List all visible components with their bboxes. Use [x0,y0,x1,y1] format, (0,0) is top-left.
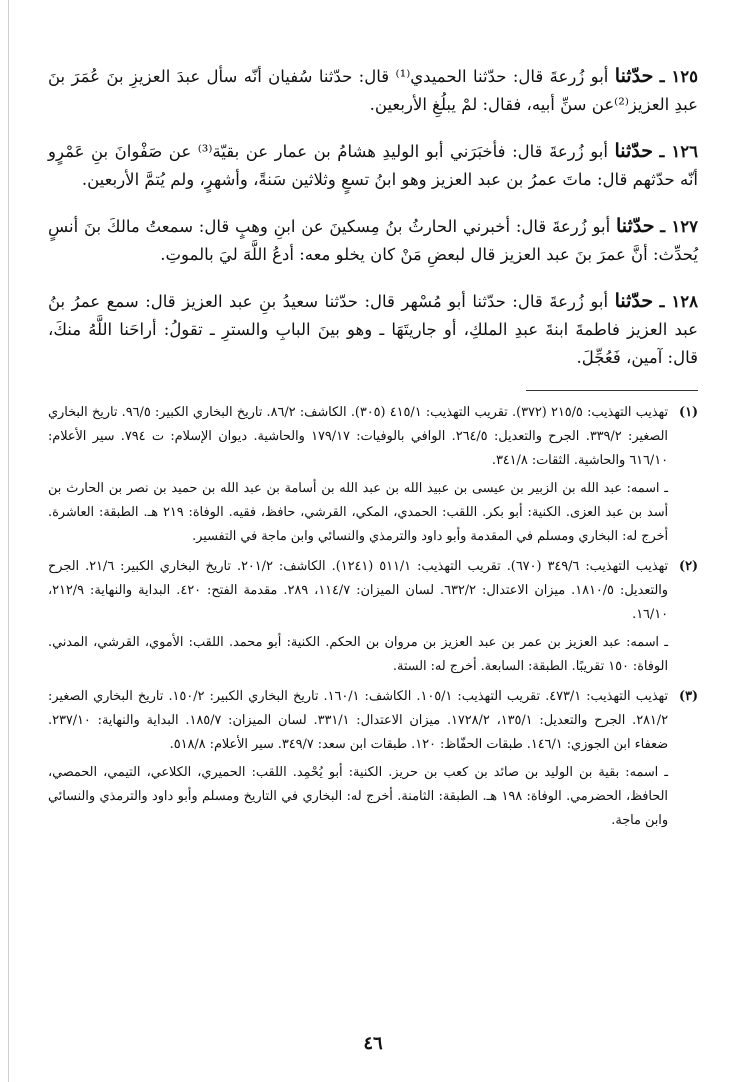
main-text [48,62,698,372]
footnote-references: تهذيب التهذيب: ٢١٥/٥ (٣٧٢). تقريب التهذيب: ٤١٥/١ (٣٠٥). الكاشف: ٨٦/٢. تاريخ البخاري الكبير: ٩٦/٥. تاريخ البخاري الصغير: ٣٣٩/٢. الجرح والتعديل: ٢٦٤/٥. الوافي بالوفيات: ١٧٩/١٧ والحاشية. ديوان الإسلام: ت ٧٩٤. سير الأعلام: ٦١٦/١٠ والحاشية. الثقات: ٣٤١/٨. [48,405,669,468]
hadith-127 [48,212,698,269]
footnote-marker: (٢) [679,559,698,574]
hadith-number: ١٢٦ ـ [659,142,698,161]
hadith-number: ١٢٧ ـ [660,217,698,236]
hadith-number: ١٢٥ ـ [659,67,699,86]
hadith-126 [48,137,698,194]
footnote-2 [48,555,698,679]
footnote-references: تهذيب التهذيب: ٣٤٩/٦ (٦٧٠). تقريب التهذيب: ٥١١/١ (١٢٤١). الكاشف: ٢٠١/٢. تاريخ البخاري الكبير: ٢١/٦. الجرح والتعديل: ١٨١٠/٥. ميزان الاعتدال: ٦٣٢/٢. لسان الميزان: ١١٤/٧، ٢٨٩. مقدمة الفتح: ٤٢٠. البداية والنهاية: ٢١٢/٩، ١٦/١٠. [48,559,669,622]
footnote-biography: ـ اسمه: عبد العزيز بن عمر بن عبد العزيز بن مروان بن الحكم. الكنية: أبو محمد. اللقب: الأموي، القرشي، المدني. الوفاة: ١٥٠ تقريبًا. الطبقة: السابعة. أخرج له: الستة. [48,635,668,674]
footnote-separator [526,390,698,391]
hadith-125 [48,62,698,119]
footnote-1 [48,401,698,549]
hadith-keyword: حدّثنا [614,65,654,87]
footnote-biography: ـ اسمه: بقية بن الوليد بن صائد بن كعب بن حريز. الكنية: أبو يُحْمِد. اللقب: الحميري، الكلاعي، التيمي، الحمصي، الحافظ، الحضرمي. الوفاة: ١٩٨ هـ. الطبقة: الثامنة. أخرج له: البخاري في التاريخ ومسلم وأبو داود والترمذي والنسائي وابن ماجة. [48,765,668,828]
page-binding-edge [8,0,9,1082]
hadith-text: أبو زُرعةَ قال: حدّثنا الحميدي⁽¹⁾ قال: حدّثنا سُفيان أنّه سأل عبدَ العزيزِ بنَ عُمَرَ بنَ عبدِ العزيز⁽²⁾عن سنِّ أبيه، فقال: لمْ يبلُغِ الأربعين. [48,67,698,114]
hadith-keyword: حدّثنا [614,290,654,312]
footnote-marker: (١) [679,405,698,420]
page-number: ٤٦ [363,1033,383,1054]
hadith-text: أبو زُرعةَ قال: أخبرني الحارثُ بنُ مِسكينَ عن ابنِ وهبٍ قال: سمعتُ مالكَ بنَ أنسٍ يُحدِّث: أنَّ عمرَ بنَ عبد العزيز قال لبعضِ مَنْ كان يخلو معه: أدعُ اللَّهَ ليَ بالموتِ. [48,217,698,264]
footnote-3 [48,685,698,833]
hadith-keyword: حدّثنا [614,140,653,162]
hadith-keyword: حدّثنا [615,215,655,237]
hadith-text: أبو زُرعةَ قال: فأخبَرَني أبو الوليدِ هشامُ بن عمار عن بقيّة⁽³⁾ عن صَفْوانَ بنِ عَمْرٍو أنّه حدّثهم قال: ماتَ عمرُ بن عبد العزيز وهو ابنُ تسعٍ وثلاثين سَنةً، وأشهرٍ، ولم يُتمَّ الأربعين. [48,142,698,189]
hadith-text: أبو زُرعةَ قال: حدّثنا أبو مُسْهر قال: حدّثنا سعيدُ بنِ عبد العزيز قال: سمع عمرُ بنُ عبد العزيز فاطمةَ ابنةَ عبدِ الملكِ، أو جاريتَهَا ـ وهو بينَ البابِ والسترِ ـ تقولُ: أراحَنا اللَّهُ منكَ، قال: آمين، فَعُجِّلَ. [48,292,698,367]
hadith-128 [48,287,698,372]
book-page [48,62,698,1062]
footnote-marker: (٣) [679,689,698,704]
footnote-references: تهذيب التهذيب: ٤٧٣/١. تقريب التهذيب: ١٠٥/١. الكاشف: ١٦٠/١. تاريخ البخاري الكبير: ١٥٠/٢. تاريخ البخاري الصغير: ٢٨١/٢. الجرح والتعديل: ١٣٥/١، ١٧٢٨/٢. ميزان الاعتدال: ٣٣١/١. لسان الميزان: ١٨٥/٧. البداية والنهاية: ٢٣٧/١٠. ضعفاء ابن الجوزي: ١٤٦/١. طبقات الحفّاظ: ١٢٠. طبقات ابن سعد: ٣٤٩/٧. سير الأعلام: ٥١٨/٨. [48,689,669,752]
footnote-biography: ـ اسمه: عبد الله بن الزبير بن عيسى بن عبيد الله بن عبد الله بن أسامة بن عبد الله بن حميد بن نصر بن الحارث بن أسد بن عبد العزى. الكنية: أبو بكر. اللقب: الحمدي، المكي، القرشي، حافظ، فقيه. الوفاة: ٢١٩ هـ. الطبقة: العاشرة. أخرج له: البخاري ومسلم في المقدمة وأبو داود والترمذي والنسائي وابن ماجة في التفسير. [48,481,669,544]
hadith-number: ١٢٨ ـ [659,292,698,311]
footnotes [48,401,698,833]
